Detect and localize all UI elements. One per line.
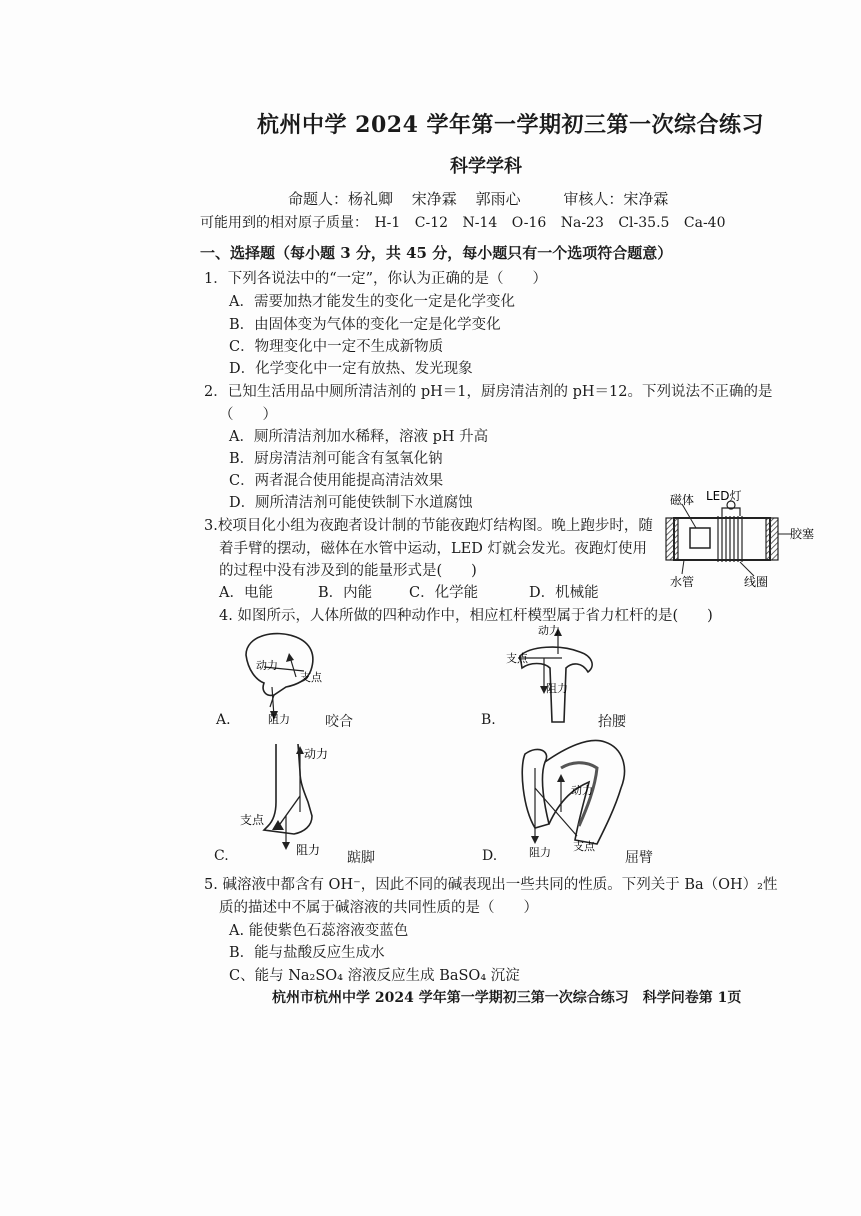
figure-d-arm xyxy=(505,728,645,860)
figure-c-tiptoe xyxy=(238,742,338,860)
coil xyxy=(718,516,742,562)
q5-stem-2: 质的描述中不属于碱溶液的共同性质的是（ ） xyxy=(219,900,538,916)
option-d-caption: 屈臂 xyxy=(625,850,653,866)
setter-1: 命题人：杨礼卿 xyxy=(288,190,394,208)
power-label: 动力 xyxy=(538,624,560,637)
subject-title: 科学学科 xyxy=(450,156,522,177)
left-plug xyxy=(666,518,678,560)
night-light-diagram xyxy=(660,490,825,590)
q2-stem: 2．已知生活用品中厕所清洁剂的 pH＝1，厨房清洁剂的 pH＝12。下列说法不正确的是 xyxy=(204,384,773,400)
power-label: 动力 xyxy=(256,659,278,672)
atom-mass: N-14 xyxy=(462,215,498,231)
q1-stem: 1．下列各说法中的“一定”，你认为正确的是（ ） xyxy=(204,271,548,287)
figure-a-bite xyxy=(236,625,346,725)
power-label: 动力 xyxy=(571,784,593,797)
magnet-label: 磁体 xyxy=(670,493,695,507)
q3-option-d: D．机械能 xyxy=(529,585,599,601)
reviewer: 审核人：宋净霖 xyxy=(563,190,669,208)
q5-option-b: B．能与盐酸反应生成水 xyxy=(229,945,385,961)
q1-option-d: D．化学变化中一定有放热、发光现象 xyxy=(229,361,473,377)
setter-2: 宋净霖 xyxy=(411,190,457,208)
atom-mass: O-16 xyxy=(511,215,547,231)
right-plug xyxy=(766,518,778,560)
setter-3: 郭雨心 xyxy=(475,190,521,208)
section-heading: 一、选择题（每小题 3 分，共 45 分，每小题只有一个选项符合题意） xyxy=(200,244,673,262)
power-label: 动力 xyxy=(304,747,329,761)
magnet xyxy=(690,528,710,548)
q3-stem-1: 3.校项目化小组为夜跑者设计制的节能夜跑灯结构图。晚上跑步时，随 xyxy=(204,518,653,534)
q1-option-a: A．需要加热才能发生的变化一定是化学变化 xyxy=(229,294,515,310)
q2-option-a: A．厕所清洁剂加水稀释，溶液 pH 升高 xyxy=(229,429,489,445)
option-c-caption: 踮脚 xyxy=(347,850,375,866)
fulcrum-label: 支点 xyxy=(300,671,322,684)
atom-mass: Ca-40 xyxy=(683,215,726,231)
atomic-masses xyxy=(200,212,736,232)
q3-option-b: B．内能 xyxy=(318,585,373,601)
plug-label: 胶塞 xyxy=(790,527,815,541)
resist-label: 阻力 xyxy=(268,713,290,725)
q2-paren: （ ） xyxy=(219,407,277,423)
q2-option-c: C．两者混合使用能提高清洁效果 xyxy=(229,473,444,489)
q4-stem: 4. 如图所示，人体所做的四种动作中，相应杠杆模型属于省力杠杆的是( ) xyxy=(219,608,713,624)
atoms-label: 可能用到的相对原子质量： xyxy=(200,215,368,231)
q3-stem-3: 的过程中没有涉及到的能量形式是( ) xyxy=(219,563,477,579)
resist-label: 阻力 xyxy=(296,843,321,857)
atom-mass: H-1 xyxy=(374,215,401,231)
tube-label: 水管 xyxy=(670,575,695,589)
q3-option-a: A．电能 xyxy=(219,585,273,601)
resist-label: 阻力 xyxy=(529,846,551,859)
fulcrum-label: 支点 xyxy=(240,813,265,827)
fulcrum-label: 支点 xyxy=(506,652,528,665)
q5-stem-1: 5. 碱溶液中都含有 OH⁻，因此不同的碱表现出一些共同的性质。下列关于 Ba（OH）₂性 xyxy=(204,877,778,893)
resist-label: 阻力 xyxy=(546,682,568,695)
option-a-letter: A. xyxy=(216,712,231,728)
q2-option-d: D．厕所清洁剂可能使铁制下水道腐蚀 xyxy=(229,495,473,511)
q3-option-c: C．化学能 xyxy=(409,585,479,601)
q2-option-b: B．厨房清洁剂可能含有氢氧化钠 xyxy=(229,451,443,467)
option-d-letter: D. xyxy=(482,848,498,864)
option-a-caption: 咬合 xyxy=(325,714,353,730)
q3-stem-2: 着手臂的摆动，磁体在水管中运动，LED 灯就会发光。夜跑灯使用 xyxy=(219,541,647,557)
atom-mass: Cl-35.5 xyxy=(618,215,670,231)
option-c-letter: C. xyxy=(214,848,229,864)
option-b-caption: 抬腰 xyxy=(598,714,626,730)
option-b-letter: B. xyxy=(481,712,496,728)
page-footer: 杭州市杭州中学 2024 学年第一学期初三第一次综合练习 科学问卷第 1页 xyxy=(272,990,742,1006)
atom-mass: Na-23 xyxy=(560,215,604,231)
fulcrum-label: 支点 xyxy=(573,840,595,853)
led-label: LED灯 xyxy=(706,490,742,503)
figure-b-waist xyxy=(500,622,610,728)
q1-option-c: C．物理变化中一定不生成新物质 xyxy=(229,339,444,355)
coil-label: 线圈 xyxy=(744,575,769,589)
q5-option-c: C、能与 Na₂SO₄ 溶液反应生成 BaSO₄ 沉淀 xyxy=(229,968,520,984)
q1-option-b: B．由固体变为气体的变化一定是化学变化 xyxy=(229,317,501,333)
authors-line xyxy=(288,188,682,209)
atom-mass: C-12 xyxy=(414,215,449,231)
page-title: 杭州中学 2024 学年第一学期初三第一次综合练习 xyxy=(257,112,765,138)
q5-option-a: A. 能使紫色石蕊溶液变蓝色 xyxy=(229,923,409,939)
